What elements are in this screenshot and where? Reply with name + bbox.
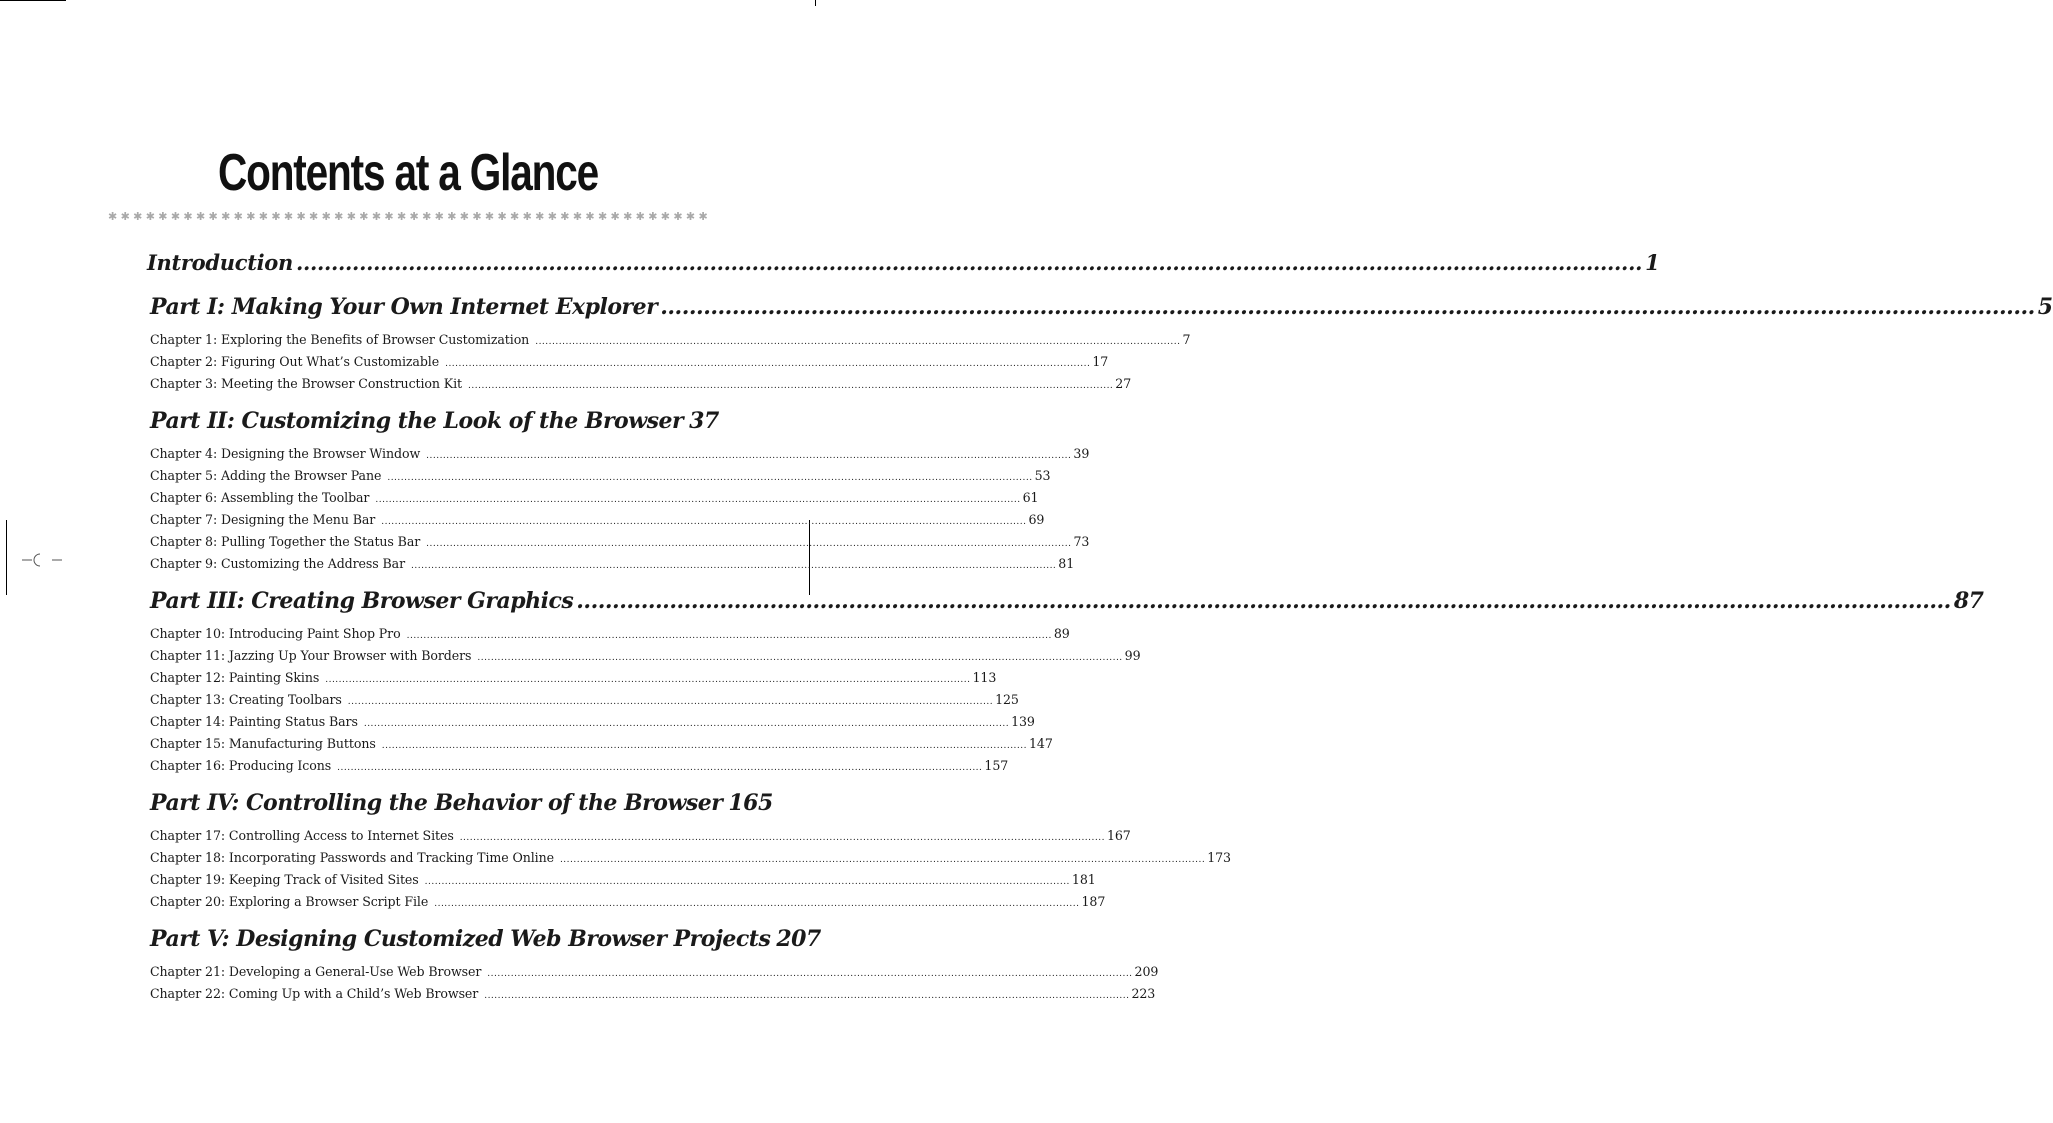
ornament-star-icon: ✱ (522, 209, 532, 223)
toc-part-label: Part V: Designing Customized Web Browser Projects (150, 926, 771, 952)
ornament-star-icon: ✱ (133, 209, 143, 223)
toc-leader (468, 381, 1113, 391)
toc-part-page: 87 (1953, 588, 1984, 614)
ornament-star-icon: ✱ (158, 209, 168, 223)
ornament-star-icon: ✱ (258, 209, 268, 223)
page-edge-right (809, 520, 810, 595)
ornament-star-icon: ✱ (195, 209, 206, 223)
ornament-star-icon: ✱ (535, 209, 545, 223)
toc-chapter-page: 147 (1029, 736, 1053, 751)
toc-chapter-page: 99 (1124, 648, 1141, 663)
ornament-star-icon: ✱ (510, 209, 520, 223)
toc-part-label: Part IV: Controlling the Behavior of the Browser (150, 790, 723, 816)
crop-mark-right (815, 0, 816, 6)
ornament-star-icon: ✱ (434, 209, 444, 223)
toc-chapter-page: 61 (1022, 490, 1039, 505)
toc-chapter-label: Chapter 1: Exploring the Benefits of Browser Customization (150, 332, 530, 347)
ornament-star-icon: ✱ (384, 209, 394, 223)
ornament-star-icon: ✱ (497, 209, 507, 223)
ornament-star-icon: ✱ (271, 209, 281, 223)
toc-chapter-page: 17 (1092, 354, 1109, 369)
toc-part-page: 207 (776, 926, 821, 952)
ornament-star-icon: ✱ (447, 209, 457, 223)
toc-leader (426, 539, 1071, 549)
toc-chapter-label: Chapter 10: Introducing Paint Shop Pro (150, 626, 401, 641)
toc-chapter-page: 39 (1073, 446, 1090, 461)
toc-chapter-label: Chapter 11: Jazzing Up Your Browser with Borders (150, 648, 472, 663)
toc-leader (425, 877, 1070, 887)
toc-leader (560, 855, 1205, 865)
toc-chapter-label: Chapter 6: Assembling the Toolbar (150, 490, 370, 505)
toc-leader (487, 969, 1132, 979)
toc-leader (375, 495, 1020, 505)
toc-chapter[interactable] (150, 670, 997, 692)
toc-part-page: 37 (689, 408, 719, 434)
toc-chapter[interactable] (150, 964, 1159, 986)
toc-chapter-page: 113 (972, 670, 997, 685)
toc-chapter-label: Chapter 21: Developing a General-Use Web Browser (150, 964, 482, 979)
toc-chapter-label: Chapter 8: Pulling Together the Status Bar (150, 534, 421, 549)
toc-part-label: Part II: Customizing the Look of the Browser (150, 408, 684, 434)
toc-chapter[interactable] (150, 692, 1019, 714)
ornament-star-icon: ✱ (635, 209, 645, 223)
toc-chapter[interactable] (150, 512, 1045, 534)
ornament-star-icon: ✱ (396, 209, 407, 223)
ornament-star-icon: ✱ (547, 209, 557, 223)
toc-leader (535, 337, 1180, 347)
toc-chapter-page: 7 (1182, 332, 1191, 347)
toc-chapter[interactable] (150, 648, 1141, 670)
ornament-star-icon: ✱ (359, 209, 369, 223)
toc-chapter-page: 81 (1058, 556, 1075, 571)
ornament-star-icon: ✱ (409, 209, 419, 223)
toc-leader (434, 899, 1079, 909)
toc-leader (484, 991, 1129, 1001)
ornament-star-icon: ✱ (283, 209, 294, 223)
toc-part[interactable] (150, 588, 1984, 626)
toc-leader (382, 741, 1027, 751)
toc-chapter-label: Chapter 3: Meeting the Browser Construction Kit (150, 376, 463, 391)
ornament-star-icon: ✱ (484, 209, 495, 223)
toc-chapter-label: Chapter 12: Painting Skins (150, 670, 320, 685)
ornament-star-icon: ✱ (572, 209, 583, 223)
toc-leader (296, 250, 1642, 275)
ornament-star-icon: ✱ (145, 209, 155, 223)
toc-part-label: Part III: Creating Browser Graphics (150, 588, 574, 614)
ornament-star-icon: ✱ (560, 209, 570, 223)
toc-chapter[interactable] (150, 828, 1131, 850)
toc-leader (364, 719, 1009, 729)
toc-part[interactable] (150, 790, 773, 828)
toc-chapter-page: 27 (1115, 376, 1132, 391)
toc-chapter[interactable] (150, 894, 1106, 916)
toc-chapter[interactable] (150, 850, 1231, 872)
toc-leader (411, 561, 1056, 571)
toc-chapter-page: 223 (1131, 986, 1156, 1001)
crop-mark-top (0, 0, 66, 1)
ornament-star-icon: ✱ (623, 209, 633, 223)
page-edge-left (6, 520, 7, 595)
toc-chapter[interactable] (150, 556, 1075, 578)
registration-mark-icon (22, 548, 66, 572)
toc-part[interactable] (150, 408, 719, 446)
toc-introduction-page: 1 (1645, 250, 1660, 275)
toc-chapter-page: 167 (1106, 828, 1131, 843)
toc-chapter-label: Chapter 22: Coming Up with a Child’s Web Browser (150, 986, 479, 1001)
toc-chapter[interactable] (150, 714, 1035, 736)
ornament-star-icon: ✱ (321, 209, 331, 223)
toc-part[interactable] (150, 926, 821, 964)
toc-part-page: 165 (728, 790, 773, 816)
toc-chapter[interactable] (150, 354, 1109, 376)
ornament-star-icon: ✱ (309, 209, 319, 223)
toc-chapter-page: 125 (995, 692, 1019, 707)
ornament-star-icon: ✱ (597, 209, 608, 223)
toc-chapter-label: Chapter 20: Exploring a Browser Script File (150, 894, 429, 909)
toc-chapter-label: Chapter 16: Producing Icons (150, 758, 332, 773)
ornament-star-icon: ✱ (459, 209, 469, 223)
toc-part[interactable] (150, 294, 2053, 332)
toc-chapter[interactable] (150, 446, 1090, 468)
toc-chapter-page: 89 (1053, 626, 1070, 641)
toc-leader (407, 631, 1052, 641)
toc-chapter[interactable] (150, 534, 1090, 556)
toc-chapter-label: Chapter 15: Manufacturing Buttons (150, 736, 376, 751)
ornament-star-icon: ✱ (296, 209, 306, 223)
toc-leader (576, 588, 1951, 614)
toc-chapter-label: Chapter 5: Adding the Browser Pane (150, 468, 382, 483)
ornament-star-icon: ✱ (346, 209, 356, 223)
ornament-star-icon: ✱ (371, 209, 382, 223)
toc-leader (460, 833, 1105, 843)
ornament-star-icon: ✱ (170, 209, 181, 223)
toc-leader (445, 359, 1090, 369)
toc-chapter-label: Chapter 9: Customizing the Address Bar (150, 556, 406, 571)
toc-chapter[interactable] (150, 332, 1191, 354)
toc-chapter-label: Chapter 19: Keeping Track of Visited Sites (150, 872, 419, 887)
ornament-star-icon: ✱ (246, 209, 256, 223)
toc-chapter-label: Chapter 4: Designing the Browser Window (150, 446, 421, 461)
ornament-divider (108, 208, 708, 224)
ornament-star-icon: ✱ (698, 209, 708, 223)
toc-introduction[interactable] (147, 250, 1660, 286)
ornament-star-icon: ✱ (183, 209, 193, 223)
toc-chapter-page: 139 (1011, 714, 1035, 729)
toc-chapter-label: Chapter 13: Creating Toolbars (150, 692, 342, 707)
toc-chapter[interactable] (150, 758, 1009, 780)
toc-chapter-page: 73 (1073, 534, 1090, 549)
toc-chapter[interactable] (150, 468, 1051, 490)
ornament-star-icon: ✱ (208, 209, 218, 223)
page-title: Contents at a Glance (217, 144, 599, 202)
ornament-star-icon: ✱ (334, 209, 344, 223)
toc-chapter-page: 187 (1081, 894, 1106, 909)
toc-chapter[interactable] (150, 376, 1132, 398)
toc-leader (477, 653, 1122, 663)
toc-chapter-page: 157 (984, 758, 1009, 773)
toc-chapter-label: Chapter 14: Painting Status Bars (150, 714, 358, 729)
toc-leader (325, 675, 970, 685)
toc-chapter-label: Chapter 7: Designing the Menu Bar (150, 512, 376, 527)
table-of-contents (147, 250, 2053, 1008)
ornament-star-icon: ✱ (221, 209, 231, 223)
toc-leader (381, 517, 1026, 527)
toc-chapter[interactable] (150, 490, 1039, 512)
toc-chapter-page: 53 (1034, 468, 1051, 483)
toc-leader (348, 697, 993, 707)
toc-leader (387, 473, 1032, 483)
ornament-star-icon: ✱ (120, 209, 130, 223)
ornament-star-icon: ✱ (585, 209, 595, 223)
toc-chapter-page: 69 (1028, 512, 1045, 527)
toc-chapter[interactable] (150, 872, 1096, 894)
toc-chapter-page: 173 (1207, 850, 1231, 865)
toc-leader (660, 294, 2035, 320)
toc-chapter-page: 209 (1134, 964, 1159, 979)
ornament-star-icon: ✱ (673, 209, 683, 223)
toc-introduction-label: Introduction (147, 250, 293, 275)
ornament-star-icon: ✱ (108, 209, 118, 223)
toc-parts (150, 294, 2053, 1008)
ornament-star-icon: ✱ (472, 209, 482, 223)
toc-chapter-page: 181 (1071, 872, 1096, 887)
ornament-star-icon: ✱ (685, 209, 696, 223)
toc-part-label: Part I: Making Your Own Internet Explorer (150, 294, 658, 320)
ornament-star-icon: ✱ (660, 209, 670, 223)
toc-leader (337, 763, 982, 773)
toc-part-page: 5 (2037, 294, 2053, 320)
toc-leader (426, 451, 1071, 461)
ornament-star-icon: ✱ (648, 209, 658, 223)
toc-chapter[interactable] (150, 736, 1053, 758)
toc-chapter[interactable] (150, 986, 1156, 1008)
toc-chapter-label: Chapter 18: Incorporating Passwords and Tracking Time Online (150, 850, 554, 865)
ornament-star-icon: ✱ (610, 209, 620, 223)
toc-chapter-label: Chapter 2: Figuring Out What’s Customizable (150, 354, 440, 369)
ornament-star-icon: ✱ (422, 209, 432, 223)
toc-chapter-label: Chapter 17: Controlling Access to Internet Sites (150, 828, 454, 843)
ornament-star-icon: ✱ (233, 209, 243, 223)
toc-chapter[interactable] (150, 626, 1070, 648)
